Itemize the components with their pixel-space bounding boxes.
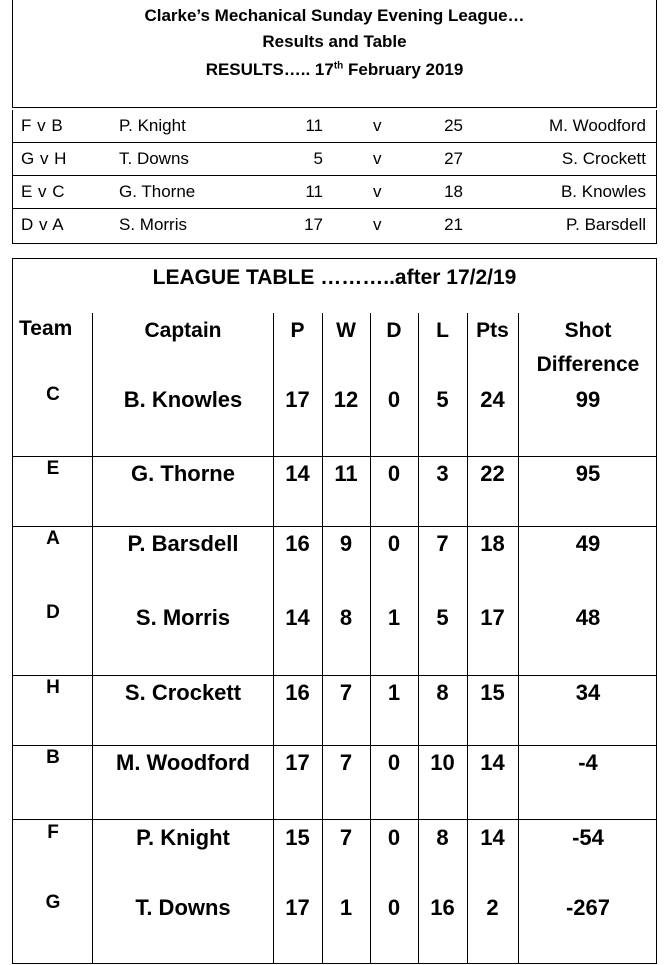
- home-score: 11: [305, 116, 323, 135]
- shot-difference: -4: [578, 750, 598, 775]
- header-team: Team: [19, 317, 73, 340]
- results-date-ordinal: th: [333, 60, 344, 72]
- team-letter: D: [46, 602, 60, 623]
- played: 17: [285, 895, 310, 920]
- home-score: 11: [305, 182, 323, 201]
- captain-name: P. Knight: [136, 825, 230, 850]
- captain-name: T. Downs: [135, 895, 231, 920]
- team-letter: C: [46, 384, 60, 405]
- shot-difference: -54: [572, 825, 604, 850]
- points: 22: [480, 461, 505, 486]
- away-score: 18: [444, 182, 463, 201]
- played: 14: [285, 605, 310, 630]
- won: 7: [339, 680, 353, 705]
- home-score: 17: [304, 215, 323, 234]
- drawn: 0: [387, 750, 401, 775]
- lost: 8: [436, 825, 449, 850]
- header-won: W: [336, 319, 356, 342]
- results-date-prefix: RESULTS….. 17: [205, 60, 334, 79]
- versus: v: [373, 215, 382, 234]
- row-divider: [13, 456, 656, 457]
- home-captain: G. Thorne: [119, 182, 196, 201]
- team-letter: H: [46, 677, 60, 698]
- played: 14: [285, 461, 310, 486]
- team-letter: F: [47, 822, 59, 843]
- played: 15: [285, 825, 310, 850]
- won: 7: [339, 750, 353, 775]
- captain-name: S. Morris: [135, 605, 231, 630]
- away-score: 27: [444, 149, 463, 168]
- points: 17: [480, 605, 505, 630]
- row-divider: [13, 819, 656, 820]
- result-row: [13, 143, 656, 176]
- away-captain: B. Knowles: [560, 182, 646, 201]
- header-difference: Difference: [536, 353, 640, 376]
- home-score: 5: [313, 149, 323, 168]
- league-table: [12, 258, 657, 964]
- won: 9: [339, 531, 353, 556]
- header-drawn: D: [386, 319, 402, 342]
- header-captain: Captain: [144, 319, 222, 342]
- drawn: 1: [387, 680, 401, 705]
- captain-name: P. Barsdell: [127, 531, 239, 556]
- drawn: 0: [387, 895, 401, 920]
- league-name: Clarke’s Mechanical Sunday Evening League…: [144, 6, 525, 25]
- result-row: [13, 209, 656, 242]
- fixture: D v A: [21, 215, 65, 234]
- drawn: 0: [387, 531, 401, 556]
- versus: v: [373, 182, 382, 201]
- row-divider: [13, 745, 656, 746]
- won: 11: [334, 461, 358, 486]
- points: 18: [480, 531, 505, 556]
- played: 16: [285, 531, 310, 556]
- header-played: P: [290, 319, 305, 342]
- drawn: 0: [387, 387, 401, 412]
- fixture: E v C: [21, 182, 66, 201]
- won: 12: [333, 387, 359, 412]
- page-subtitle: Results and Table: [262, 32, 407, 51]
- played: 17: [285, 750, 310, 775]
- row-divider: [13, 675, 656, 676]
- played: 17: [285, 387, 310, 412]
- captain-name: B. Knowles: [123, 387, 243, 412]
- header-points: Pts: [476, 319, 509, 342]
- results-table: [12, 110, 657, 244]
- league-table-title: LEAGUE TABLE ………..after 17/2/19: [152, 266, 517, 289]
- away-score: 21: [444, 215, 463, 234]
- shot-difference: 95: [575, 461, 601, 486]
- fixture: F v B: [21, 116, 64, 135]
- home-captain: T. Downs: [119, 149, 189, 168]
- results-date: [13, 60, 656, 80]
- points: 14: [480, 750, 505, 775]
- lost: 5: [436, 387, 449, 412]
- home-captain: P. Knight: [119, 116, 186, 135]
- result-row: [13, 176, 656, 209]
- won: 1: [339, 895, 353, 920]
- away-captain: M. Woodford: [548, 116, 646, 135]
- versus: v: [373, 149, 382, 168]
- team-letter: E: [46, 458, 60, 479]
- captain-name: M. Woodford: [116, 750, 250, 775]
- drawn: 1: [387, 605, 401, 630]
- away-captain: S. Crockett: [561, 149, 646, 168]
- away-captain: P. Barsdell: [565, 215, 646, 234]
- team-letter: G: [45, 892, 61, 913]
- header-shot: Shot: [564, 319, 612, 342]
- drawn: 0: [387, 461, 401, 486]
- lost: 16: [430, 895, 455, 920]
- header-lost: L: [436, 319, 449, 342]
- captain-name: G. Thorne: [131, 461, 235, 486]
- points: 2: [486, 895, 499, 920]
- team-letter: A: [46, 528, 60, 549]
- away-score: 25: [444, 116, 463, 135]
- home-captain: S. Morris: [119, 215, 187, 234]
- shot-difference: 34: [575, 680, 601, 705]
- points: 14: [480, 825, 505, 850]
- fixture: G v H: [21, 149, 67, 168]
- played: 16: [285, 680, 310, 705]
- results-date-suffix: February 2019: [343, 60, 464, 79]
- points: 24: [480, 387, 505, 412]
- result-row: [13, 110, 656, 143]
- lost: 3: [436, 461, 449, 486]
- won: 8: [339, 605, 353, 630]
- lost: 7: [436, 531, 449, 556]
- drawn: 0: [387, 825, 401, 850]
- captain-name: S. Crockett: [124, 680, 242, 705]
- row-divider: [13, 526, 656, 527]
- team-letter: B: [46, 747, 60, 768]
- page-header: [12, 0, 657, 108]
- shot-difference: 48: [575, 605, 601, 630]
- shot-difference: -267: [565, 895, 611, 920]
- shot-difference: 99: [575, 387, 601, 412]
- versus: v: [373, 116, 382, 135]
- points: 15: [480, 680, 505, 705]
- shot-difference: 49: [575, 531, 601, 556]
- lost: 5: [436, 605, 449, 630]
- lost: 10: [430, 750, 455, 775]
- won: 7: [339, 825, 353, 850]
- lost: 8: [436, 680, 449, 705]
